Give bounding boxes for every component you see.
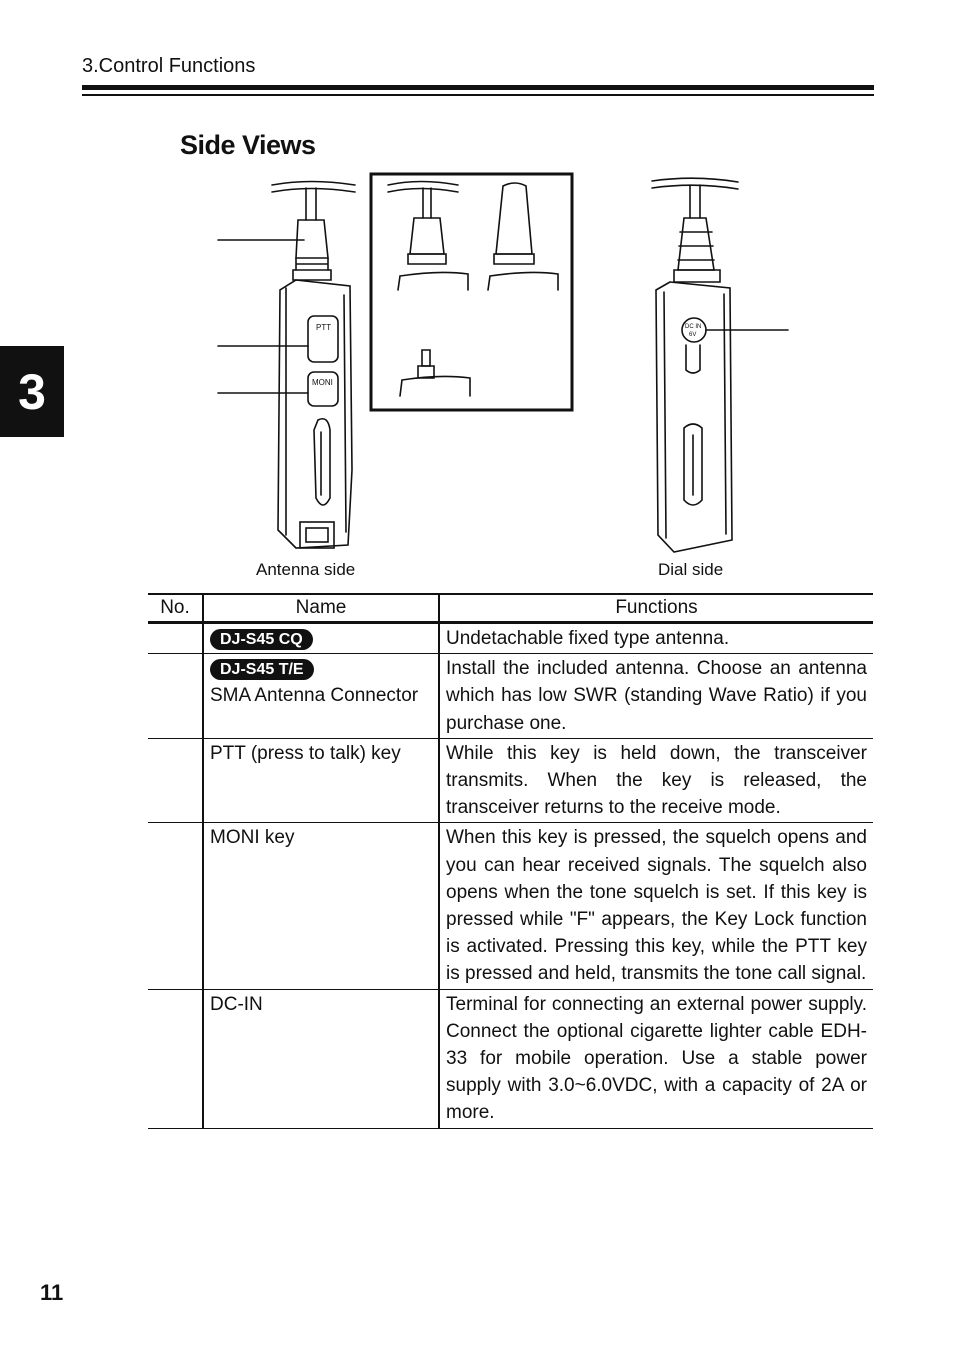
table-row [148, 623, 873, 654]
header-name: Name [203, 594, 439, 623]
header-no: No. [148, 594, 203, 623]
header-rule-thin [82, 94, 874, 96]
page-title: Side Views [180, 130, 316, 160]
side-views-figure [200, 170, 800, 590]
moni-label: MONI [312, 378, 333, 387]
table-row [148, 823, 873, 989]
row-name [203, 654, 439, 739]
section-header: 3.Control Functions [82, 55, 256, 77]
table-row [148, 654, 873, 739]
row-number [148, 623, 203, 654]
radio-side-views-illustration [200, 170, 800, 590]
table-header-row [148, 594, 873, 623]
dial-side-caption: Dial side [658, 560, 724, 579]
table-row [148, 989, 873, 1128]
model-badge: DJ-S45 CQ [210, 629, 313, 650]
page-number: 11 [40, 1280, 64, 1305]
row-function: Undetachable fixed type antenna. [439, 623, 873, 654]
control-functions-table [148, 593, 873, 1129]
row-name: PTT (press to talk) key [203, 738, 439, 823]
ptt-label: PTT [316, 323, 332, 332]
dc-in-label: DC IN [685, 324, 702, 330]
row-function: While this key is held down, the transceiver transmits. When the key is released, the transceiver returns to the receive mode. [439, 738, 873, 823]
row-function: When this key is pressed, the squelch opens and you can hear received signals. The squelch also opens when the tone squelch is set. If this key is pressed while "F" appears, the Key Lock function is activated. Pressing this key, while the PTT key is pressed and held, transmits the tone call signal. [439, 823, 873, 989]
row-name: DC-IN [203, 989, 439, 1128]
row-function: Install the included antenna. Choose an antenna which has low SWR (standing Wave Ratio) if you purchase one. [439, 654, 873, 739]
table-row [148, 738, 873, 823]
header-functions: Functions [439, 594, 873, 623]
row-number [148, 823, 203, 989]
row-number [148, 989, 203, 1128]
header-rule-thick [82, 85, 874, 90]
six-volt-label: 6V [689, 332, 697, 338]
row-number [148, 654, 203, 739]
row-name-text: SMA Antenna Connector [210, 685, 419, 707]
antenna-side-caption: Antenna side [256, 560, 356, 579]
row-name: MONI key [203, 823, 439, 989]
row-name [203, 623, 439, 654]
row-function: Terminal for connecting an external power supply. Connect the optional cigarette lighter cable EDH-33 for mobile operation. Use a stable power supply with 3.0~6.0VDC, with a capacity of 2A or more. [439, 989, 873, 1128]
chapter-tab: 3 [0, 346, 64, 437]
model-badge: DJ-S45 T/E [210, 659, 314, 680]
row-number [148, 738, 203, 823]
